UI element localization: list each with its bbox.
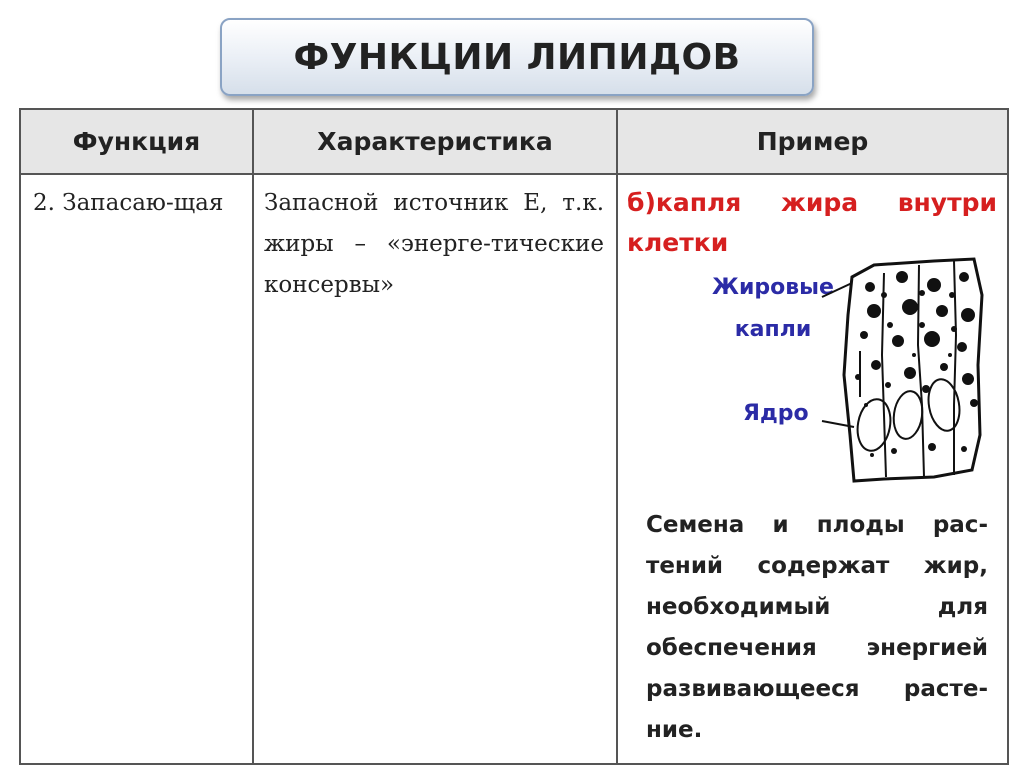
- characteristic-text: Запасной источник Е, т.к. жиры – «энерге-тические консервы»: [264, 190, 604, 298]
- example-note: Семена и плоды рас-тений содержат жир, необходимый для обеспечения энергией развивающееся расте-ние.: [646, 512, 988, 743]
- example-label: б)капля жира внутри клетки: [627, 188, 997, 257]
- nucleus-shapes: [854, 377, 964, 454]
- cell-outline: [822, 259, 982, 481]
- function-text: 2. Запасаю-щая: [33, 190, 224, 216]
- header-characteristic: Характеристика: [253, 109, 617, 174]
- cell-example: [617, 174, 1008, 764]
- fat-drops-label: Жировые капли: [712, 275, 834, 342]
- nucleus-label: Ядро: [743, 401, 809, 426]
- header-example: Пример: [617, 109, 1008, 174]
- header-function: Функция: [20, 109, 253, 174]
- fat-drop-dots: [855, 271, 978, 457]
- table-header-row: [20, 109, 1008, 174]
- fat-cell-drawing: [814, 255, 994, 485]
- title-banner: [220, 18, 814, 96]
- page-title: ФУНКЦИИ ЛИПИДОВ: [293, 36, 741, 78]
- table-row: [20, 174, 1008, 764]
- cell-characteristic: [253, 174, 617, 764]
- cell-function: [20, 174, 253, 764]
- lipid-functions-table: [19, 108, 1009, 765]
